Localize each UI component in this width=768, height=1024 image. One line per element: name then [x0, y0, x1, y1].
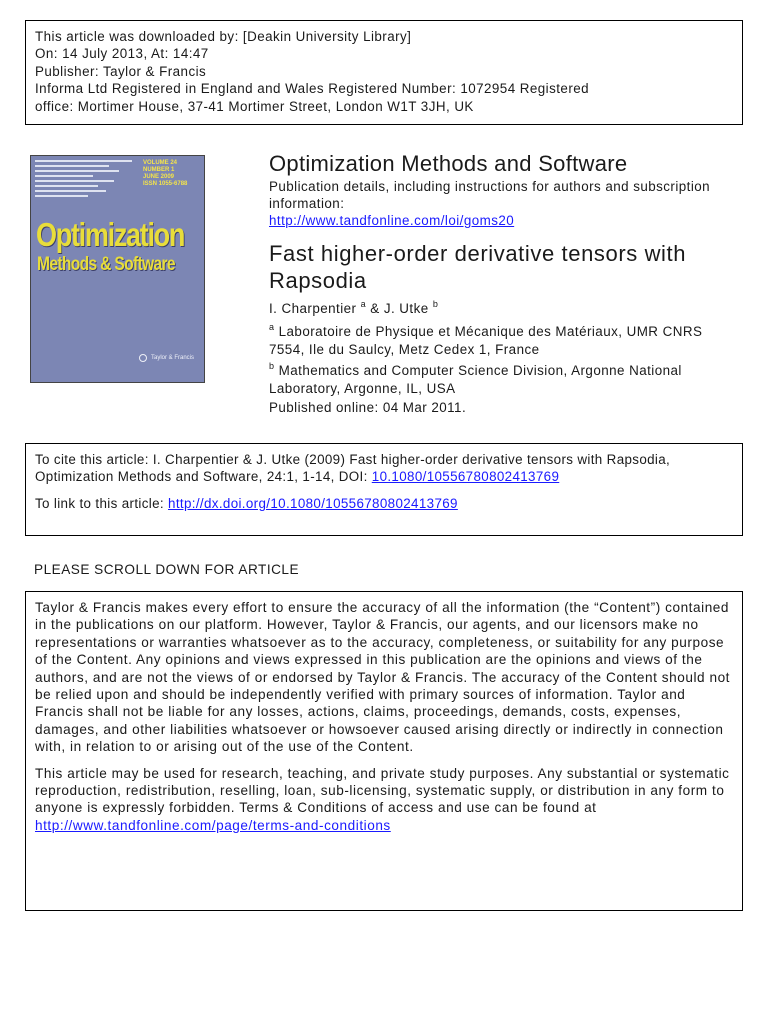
download-line: Publisher: Taylor & Francis	[35, 63, 207, 79]
cover-volume-info: VOLUME 24 NUMBER 1 JUNE 2009 ISSN 1055-6788	[143, 160, 188, 187]
download-line: Informa Ltd Registered in England and Wales Registered Number: 1072954 Registered	[35, 81, 590, 97]
author-name: J. Utke	[383, 301, 429, 316]
publication-details-text: Publication details, including instructions for authors and subscription information:	[269, 179, 711, 211]
affiliation-a	[269, 323, 739, 359]
disclaimer-paragraph	[35, 765, 733, 835]
author-separator: &	[366, 301, 384, 316]
article-url-link[interactable]: http://dx.doi.org/10.1080/10556780802413769	[168, 495, 458, 511]
author-name: I. Charpentier	[269, 301, 357, 316]
cover-publisher: Taylor & Francis	[150, 355, 194, 361]
publication-details	[269, 178, 729, 229]
download-notice-box	[25, 20, 743, 125]
affiliation-text: Mathematics and Computer Science Division, Argonne National Laboratory, Argonne, IL, USA	[269, 363, 682, 396]
terms-text: This article may be used for research, teaching, and private study purposes. Any substantial or systematic reproduction, redistribution, reselling, loan, sub-licensing, systematic supply, or distribution in any form to anyone is expressly forbidden. Terms & Conditions of access and use can be found at	[35, 765, 730, 816]
journal-url-link[interactable]: http://www.tandfonline.com/loi/goms20	[269, 213, 515, 228]
citation-box	[25, 443, 743, 536]
terms-link[interactable]: http://www.tandfonline.com/page/terms-and-conditions	[35, 817, 391, 833]
affiliation-b	[269, 362, 739, 398]
journal-title: Optimization Methods and Software	[269, 151, 628, 176]
published-date: Published online: 04 Mar 2011.	[269, 400, 467, 415]
publisher-logo-icon	[139, 354, 147, 362]
journal-cover-image	[30, 155, 205, 383]
affiliation-text: Laboratoire de Physique et Mécanique des Matériaux, UMR CNRS 7554, Ile du Saulcy, Metz Cedex 1, France	[269, 324, 703, 357]
citation-body: To cite this article: I. Charpentier & J. Utke (2009) Fast higher-order derivative tensors with Rapsodia, Optimization Methods and Software, 24:1, 1-14, DOI:	[35, 452, 671, 485]
article-title: Fast higher-order derivative tensors with Rapsodia	[269, 241, 687, 293]
download-line: On: 14 July 2013, At: 14:47	[35, 46, 209, 62]
article-link-row	[35, 495, 733, 512]
cover-title-line2: Methods & Software	[37, 254, 175, 275]
author-affil-marker: b	[432, 299, 439, 309]
download-line: This article was downloaded by: [Deakin University Library]	[35, 29, 412, 44]
article-link-label: To link to this article:	[35, 495, 169, 511]
affiliation-marker: a	[269, 322, 275, 332]
download-line: office: Mortimer House, 37-41 Mortimer Street, London W1T 3JH, UK	[35, 98, 474, 114]
author-affil-marker: a	[360, 299, 367, 309]
authors	[269, 300, 438, 317]
citation-text	[35, 451, 733, 486]
disclaimer-box	[25, 591, 743, 911]
doi-link[interactable]: 10.1080/10556780802413769	[371, 469, 560, 485]
cover-text-lines	[35, 160, 140, 218]
disclaimer-paragraph: Taylor & Francis makes every effort to ensure the accuracy of all the information (the “Content”) contained in the publications on our platform. However, Taylor & Francis, our agents, and our licensors make no representations or warranties whatsoever as to the accuracy, completeness, or suitability for any purpose of the Content. Any opinions and views expressed in this publication are the opinions and views of the authors, and are not the views of or endorsed by Taylor & Francis. The accuracy of the Content should not be relied upon and should be independently verified with primary sources of information. Taylor and Francis shall not be liable for any losses, actions, claims, proceedings, demands, costs, expenses, damages, and other liabilities whatsoever or howsoever caused arising directly or indirectly in connection with, in relation to or arising out of the use of the Content.	[35, 600, 731, 755]
scroll-down-note: PLEASE SCROLL DOWN FOR ARTICLE	[34, 562, 300, 577]
cover-title-line1: Optimization	[36, 216, 185, 253]
affiliation-marker: b	[269, 361, 275, 371]
